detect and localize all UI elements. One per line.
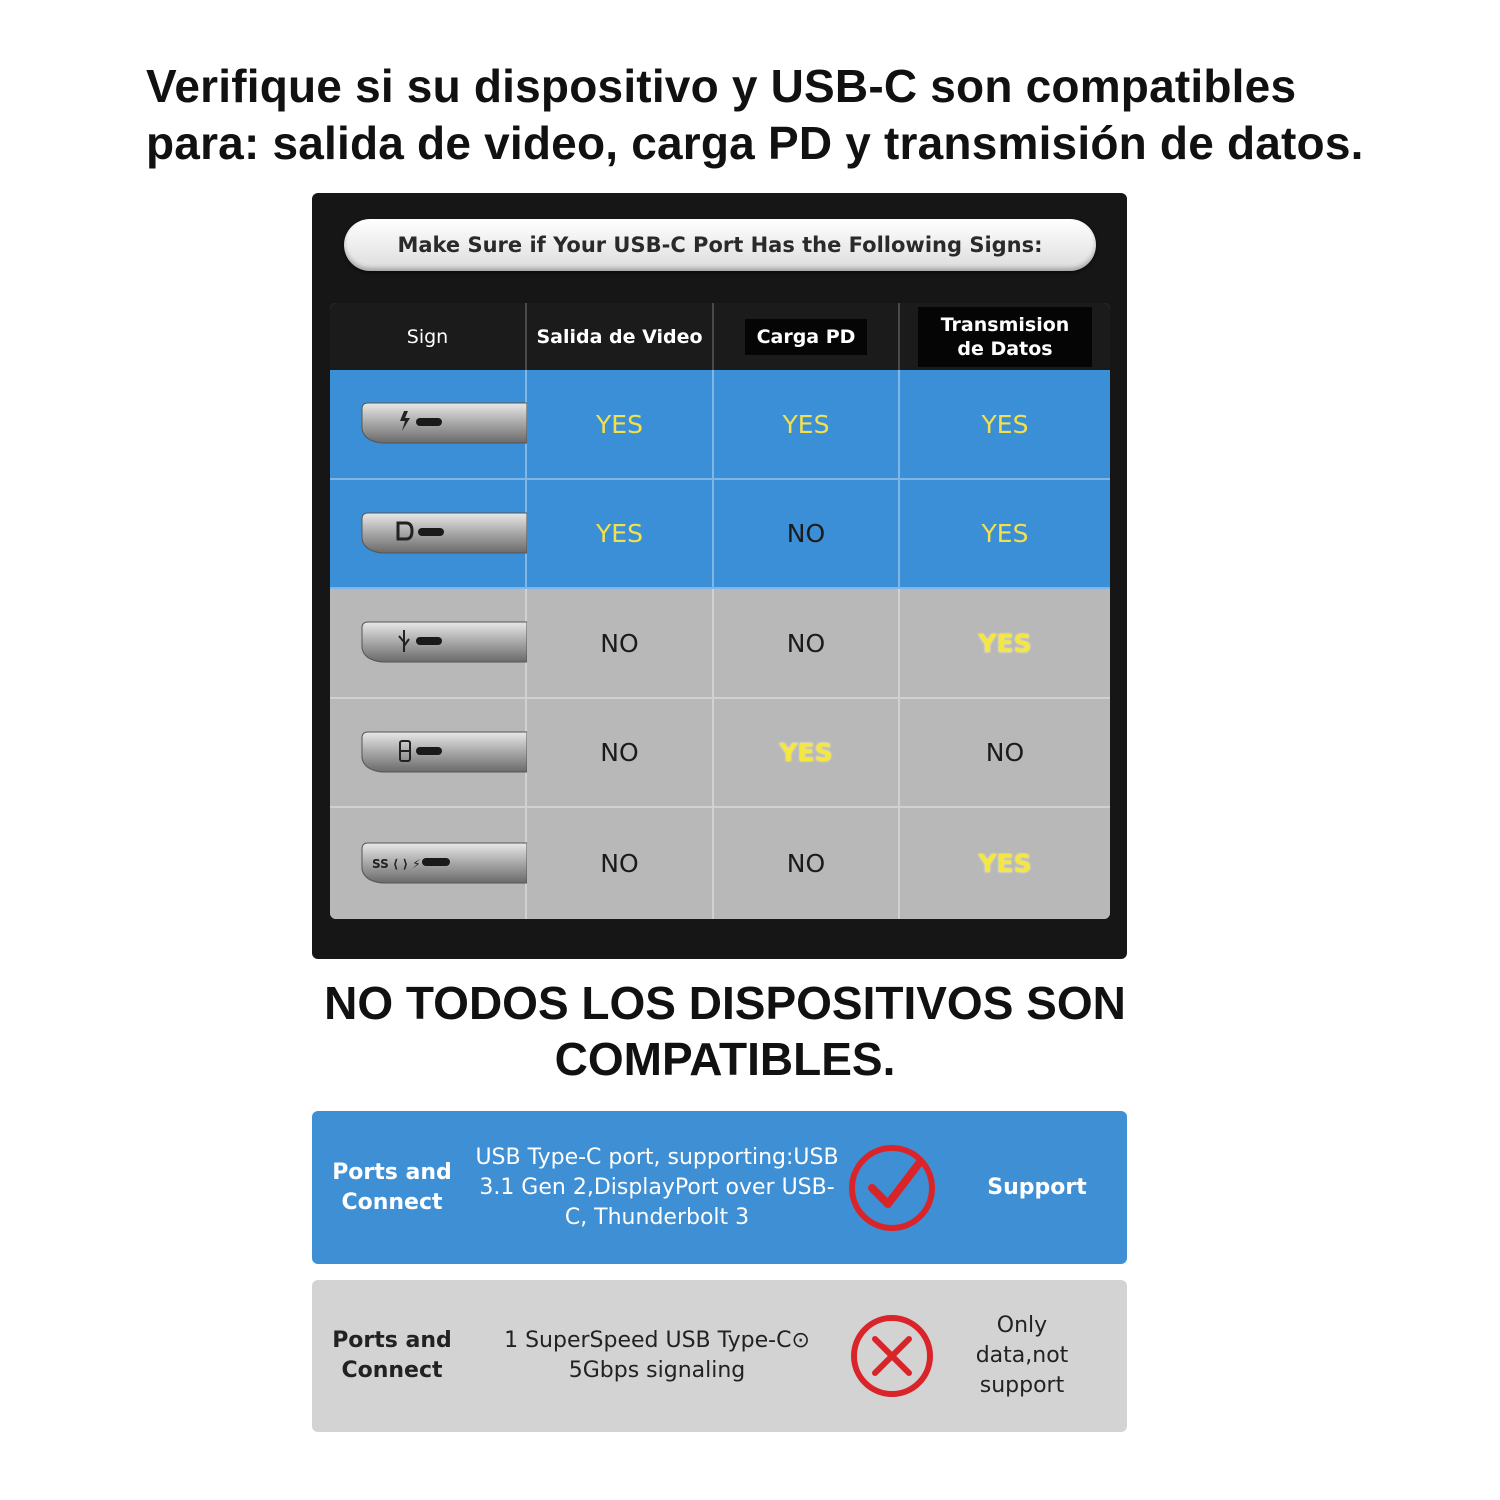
sign-cell [330,480,527,589]
check-circle-icon [842,1140,942,1236]
support-band [312,1111,1127,1264]
band-label: Ports and Connect [332,1159,452,1215]
charging-value: NO [714,808,900,919]
band-description: USB Type-C port, supporting:USB 3.1 Gen 2,DisplayPort over USB-C, Thunderbolt 3 [475,1144,839,1230]
sign-cell [330,589,527,699]
caption: NO TODOS LOS DISPOSITIVOS SON COMPATIBLES. [324,977,1126,1085]
data-value: YES [978,849,1032,878]
video-value: YES [527,370,714,480]
compatibility-panel [312,193,1127,959]
band-description: 1 SuperSpeed USB Type-C⊙ 5Gbps signaling [504,1328,810,1383]
band-result: Only data,not support [975,1313,1069,1398]
compatibility-table [330,303,1110,919]
usb-port-icon [360,620,527,666]
video-value: NO [527,589,714,699]
thunderbolt-port-icon [360,401,527,447]
battery-port-icon [360,730,527,776]
displayport-port-icon [360,511,527,557]
table-row [330,808,1110,919]
header-sign: Sign [330,303,527,370]
header-data [900,303,1110,370]
table-header [330,303,1110,370]
data-value: NO [900,699,1110,808]
band-result: Support [987,1174,1087,1200]
charging-value: NO [714,589,900,699]
table-row [330,699,1110,808]
video-value: NO [527,808,714,919]
svg-text:SS ⟨ ⟩ ⚡: SS ⟨ ⟩ ⚡ [372,856,421,871]
charging-value: NO [714,480,900,589]
table-row [330,480,1110,589]
sign-cell [330,808,527,919]
headline: Verifique si su dispositivo y USB-C son compatibles para: salida de video, carga PD y transmisión de datos. [146,60,1364,169]
charging-value: YES [714,370,900,480]
header-charging [714,303,900,370]
charging-value: YES [714,699,900,808]
band-label: Ports and Connect [332,1328,452,1383]
table-row [330,589,1110,699]
data-value: YES [900,589,1110,699]
data-value: YES [900,480,1110,589]
x-circle-icon [842,1311,942,1401]
banner: Make Sure if Your USB-C Port Has the Following Signs: [344,219,1096,271]
no-support-band [312,1280,1127,1432]
video-value: YES [527,480,714,589]
sign-cell [330,699,527,808]
header-data-label: Transmision de Datos [918,307,1092,367]
data-value: YES [900,370,1110,480]
sign-cell [330,370,527,480]
table-row [330,370,1110,480]
video-value: NO [527,699,714,808]
header-charging-label: Carga PD [745,319,868,355]
superspeed-port-icon [360,841,527,887]
header-video: Salida de Video [527,303,714,370]
